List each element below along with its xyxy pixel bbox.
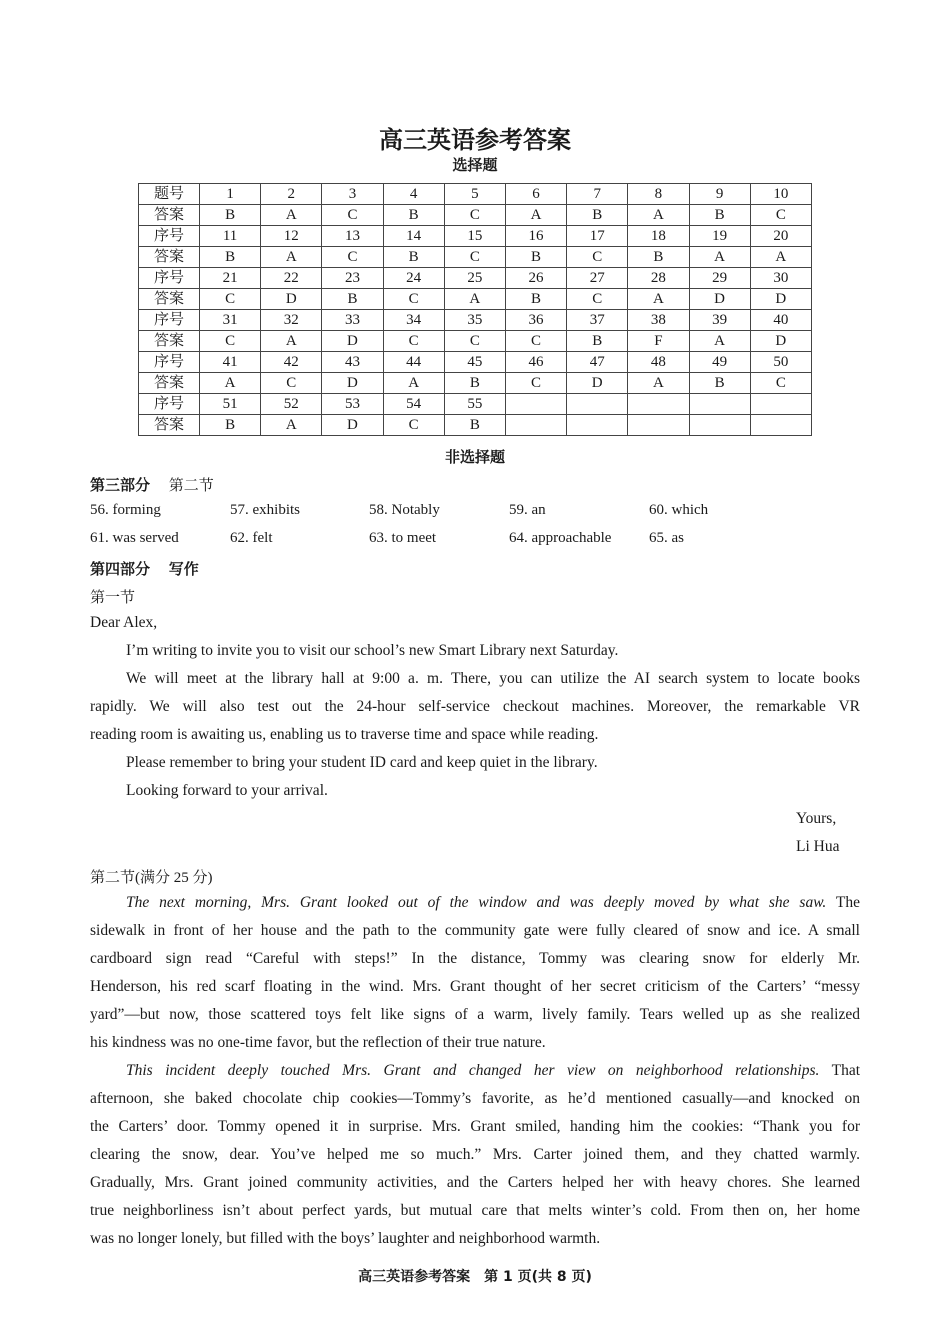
answer-table-row bbox=[139, 289, 812, 310]
answer-table-cell bbox=[628, 415, 689, 436]
answer-table-cell: 19 bbox=[689, 226, 750, 247]
answer-table-row-label: 序号 bbox=[139, 310, 200, 331]
answer-table-cell: 43 bbox=[322, 352, 383, 373]
answer-table-cell bbox=[750, 415, 811, 436]
answer-table-row-label: 答案 bbox=[139, 205, 200, 226]
answer-table-cell: 52 bbox=[261, 394, 322, 415]
story-line bbox=[126, 1062, 860, 1080]
letter-greeting: Dear Alex, bbox=[90, 614, 158, 631]
answer-table-cell: B bbox=[505, 289, 566, 310]
answer-table-cell: A bbox=[628, 205, 689, 226]
answer-table-cell: B bbox=[567, 205, 628, 226]
answer-table-cell: 51 bbox=[200, 394, 261, 415]
answer-table-cell: 33 bbox=[322, 310, 383, 331]
answer-table-cell: 44 bbox=[383, 352, 444, 373]
story-text: The bbox=[826, 894, 860, 911]
letter-line: We will meet at the library hall at 9:00 a. m. There, you can utilize the AI search system to locate books bbox=[126, 670, 860, 687]
answer-table-row bbox=[139, 247, 812, 268]
answer-table-cell: 8 bbox=[628, 184, 689, 205]
answer-table-cell: 37 bbox=[567, 310, 628, 331]
answer-table-cell: 54 bbox=[383, 394, 444, 415]
answer-table-cell: 3 bbox=[322, 184, 383, 205]
answer-table-row-label: 答案 bbox=[139, 415, 200, 436]
answer-table-cell: C bbox=[567, 289, 628, 310]
answer-table-cell: A bbox=[200, 373, 261, 394]
answer-table-cell: 9 bbox=[689, 184, 750, 205]
answer-table-cell: 34 bbox=[383, 310, 444, 331]
answer-table-cell: B bbox=[200, 415, 261, 436]
answer-table-cell: 48 bbox=[628, 352, 689, 373]
answer-table-cell: C bbox=[200, 331, 261, 352]
page-title: 高三英语参考答案 bbox=[379, 128, 571, 154]
answer-table-cell: 41 bbox=[200, 352, 261, 373]
story-opening-sentence: The next morning, Mrs. Grant looked out of the window and was deeply moved by what she saw. bbox=[126, 894, 827, 911]
answer-item: 63. to meet bbox=[369, 530, 437, 546]
answer-table-cell: 26 bbox=[505, 268, 566, 289]
part3-subtitle: 第二节 bbox=[168, 478, 214, 494]
answer-table-cell: 30 bbox=[750, 268, 811, 289]
answer-table-cell: A bbox=[505, 205, 566, 226]
answer-table-cell: 23 bbox=[322, 268, 383, 289]
story-line: Gradually, Mrs. Grant joined community activities, and the Carters helped her with heavy chores. She learned bbox=[90, 1174, 860, 1191]
story-line: cardboard sign read “Careful with steps!” In the distance, Tommy was clearing snow for elderly Mr. bbox=[90, 950, 860, 967]
answer-table-cell: 12 bbox=[261, 226, 322, 247]
answer-table-cell: F bbox=[628, 331, 689, 352]
answer-table-cell: 1 bbox=[200, 184, 261, 205]
answer-table-cell: D bbox=[261, 289, 322, 310]
story-line: the Carters’ door. Tommy opened it in surprise. Mrs. Grant smiled, handing him the cookies: “Thank you for bbox=[90, 1118, 860, 1135]
answer-table-row-label: 序号 bbox=[139, 394, 200, 415]
answer-table-cell bbox=[750, 394, 811, 415]
answer-table-cell: C bbox=[322, 205, 383, 226]
story-line: true neighborliness isn’t about perfect yards, but mutual care that melts winter’s cold. From then on, her home bbox=[90, 1202, 860, 1219]
answer-table-cell: D bbox=[322, 373, 383, 394]
answer-table-cell bbox=[689, 394, 750, 415]
answer-table-cell: D bbox=[322, 331, 383, 352]
answer-table-cell: A bbox=[444, 289, 505, 310]
story-line bbox=[126, 894, 860, 912]
story-line: his kindness was no one-time favor, but the reflection of their true nature. bbox=[90, 1034, 546, 1051]
part3-answers-row-1 bbox=[90, 502, 870, 524]
answer-table-cell: 35 bbox=[444, 310, 505, 331]
answer-table-cell: B bbox=[689, 373, 750, 394]
answer-table-cell: 55 bbox=[444, 394, 505, 415]
answer-table-row bbox=[139, 205, 812, 226]
story-line: was no longer lonely, but filled with the boys’ laughter and neighborhood warmth. bbox=[90, 1230, 601, 1247]
answer-item: 65. as bbox=[649, 530, 684, 546]
answer-table-cell: B bbox=[444, 373, 505, 394]
story-line: clearing the snow, dear. You’ve helped me so much.” Mrs. Carter joined them, and they chatted warmly. bbox=[90, 1146, 860, 1163]
answer-table-row bbox=[139, 331, 812, 352]
answer-table-cell: 28 bbox=[628, 268, 689, 289]
answer-table bbox=[138, 183, 812, 436]
answer-table-cell: 45 bbox=[444, 352, 505, 373]
letter-closing: Yours, bbox=[796, 810, 837, 827]
answer-table-cell: B bbox=[200, 205, 261, 226]
answer-table-cell: 14 bbox=[383, 226, 444, 247]
part4-title: 第四部分 bbox=[90, 560, 151, 578]
answer-table-cell: 5 bbox=[444, 184, 505, 205]
answer-item: 62. felt bbox=[230, 530, 273, 546]
answer-item: 64. approachable bbox=[509, 530, 612, 546]
answer-table-row bbox=[139, 226, 812, 247]
answer-table-cell: 20 bbox=[750, 226, 811, 247]
answer-table-cell: A bbox=[383, 373, 444, 394]
part3-heading bbox=[90, 474, 214, 495]
answer-table-row bbox=[139, 415, 812, 436]
answer-item: 57. exhibits bbox=[230, 502, 300, 518]
choice-section-title: 选择题 bbox=[452, 156, 498, 174]
answer-item: 60. which bbox=[649, 502, 709, 518]
answer-table-cell bbox=[567, 394, 628, 415]
answer-table-cell: A bbox=[750, 247, 811, 268]
part3-answers-row-2 bbox=[90, 530, 870, 552]
answer-table-cell: 15 bbox=[444, 226, 505, 247]
story-opening-sentence: This incident deeply touched Mrs. Grant and changed her view on neighborhood relationships. bbox=[126, 1062, 820, 1079]
page-footer: 高三英语参考答案 第 1 页(共 8 页) bbox=[358, 1269, 592, 1285]
answer-table-cell: A bbox=[689, 331, 750, 352]
answer-table-cell: 16 bbox=[505, 226, 566, 247]
answer-table-cell: C bbox=[444, 247, 505, 268]
letter-paragraph: I’m writing to invite you to visit our school’s new Smart Library next Saturday. bbox=[126, 642, 619, 659]
part4-subtitle: 写作 bbox=[168, 560, 199, 578]
answer-table-cell: 31 bbox=[200, 310, 261, 331]
answer-table-row-label: 答案 bbox=[139, 289, 200, 310]
answer-table-row-label: 答案 bbox=[139, 373, 200, 394]
answer-table-cell: B bbox=[689, 205, 750, 226]
answer-table-cell: 49 bbox=[689, 352, 750, 373]
answer-table-row-label: 答案 bbox=[139, 331, 200, 352]
answer-table-cell: C bbox=[383, 415, 444, 436]
letter-line: reading room is awaiting us, enabling us to traverse time and space while reading. bbox=[90, 726, 599, 743]
answer-table-cell: A bbox=[689, 247, 750, 268]
answer-table-cell: C bbox=[383, 331, 444, 352]
answer-item: 59. an bbox=[509, 502, 546, 518]
answer-table-cell: 36 bbox=[505, 310, 566, 331]
nonchoice-section-title: 非选择题 bbox=[444, 448, 505, 466]
answer-item: 56. forming bbox=[90, 502, 161, 518]
answer-table-cell: 21 bbox=[200, 268, 261, 289]
answer-table-cell: C bbox=[383, 289, 444, 310]
answer-table-row bbox=[139, 352, 812, 373]
answer-table-cell bbox=[505, 415, 566, 436]
answer-table-cell: C bbox=[750, 205, 811, 226]
answer-table-cell: A bbox=[261, 205, 322, 226]
answer-table-cell: 13 bbox=[322, 226, 383, 247]
part4-heading bbox=[90, 558, 199, 579]
part4-section1-title: 第一节 bbox=[90, 590, 136, 606]
answer-table-cell: 6 bbox=[505, 184, 566, 205]
letter-paragraph: Looking forward to your arrival. bbox=[126, 782, 328, 799]
answer-table-cell: 24 bbox=[383, 268, 444, 289]
answer-table-cell: 17 bbox=[567, 226, 628, 247]
answer-table-cell: 4 bbox=[383, 184, 444, 205]
answer-table-cell: A bbox=[261, 331, 322, 352]
answer-table-cell: 46 bbox=[505, 352, 566, 373]
answer-table-cell: D bbox=[689, 289, 750, 310]
answer-table-cell: 32 bbox=[261, 310, 322, 331]
answer-table-cell: A bbox=[628, 289, 689, 310]
part3-title: 第三部分 bbox=[90, 476, 151, 494]
answer-table-cell: D bbox=[322, 415, 383, 436]
answer-table-cell: 25 bbox=[444, 268, 505, 289]
answer-table-cell: B bbox=[567, 331, 628, 352]
answer-table-cell: 42 bbox=[261, 352, 322, 373]
answer-table-cell: C bbox=[261, 373, 322, 394]
answer-table-cell: 22 bbox=[261, 268, 322, 289]
answer-table-row-label: 序号 bbox=[139, 268, 200, 289]
answer-table-cell: B bbox=[322, 289, 383, 310]
answer-table-cell: 50 bbox=[750, 352, 811, 373]
answer-table-cell: B bbox=[505, 247, 566, 268]
answer-table-cell: 38 bbox=[628, 310, 689, 331]
answer-table-cell bbox=[505, 394, 566, 415]
answer-table-cell: A bbox=[261, 415, 322, 436]
answer-table-cell: 29 bbox=[689, 268, 750, 289]
answer-table-cell: 18 bbox=[628, 226, 689, 247]
answer-table-cell: 53 bbox=[322, 394, 383, 415]
answer-table-cell: B bbox=[628, 247, 689, 268]
answer-table-cell: 40 bbox=[750, 310, 811, 331]
answer-table-row-label: 答案 bbox=[139, 247, 200, 268]
answer-table-cell bbox=[689, 415, 750, 436]
letter-signature: Li Hua bbox=[796, 838, 840, 855]
answer-table-row bbox=[139, 394, 812, 415]
answer-table-cell: 39 bbox=[689, 310, 750, 331]
part4-section2-title: 第二节(满分 25 分) bbox=[90, 870, 213, 886]
answer-table-cell: A bbox=[261, 247, 322, 268]
letter-line: rapidly. We will also test out the 24-hour self-service checkout machines. Moreover, the remarkable VR bbox=[90, 698, 860, 715]
answer-table-cell: 2 bbox=[261, 184, 322, 205]
answer-table-cell bbox=[628, 394, 689, 415]
story-text: That bbox=[819, 1062, 861, 1079]
answer-table-cell: A bbox=[628, 373, 689, 394]
answer-table-cell: 11 bbox=[200, 226, 261, 247]
answer-table-cell: C bbox=[444, 205, 505, 226]
answer-table-cell bbox=[567, 415, 628, 436]
answer-table-row bbox=[139, 184, 812, 205]
answer-table-cell: D bbox=[750, 331, 811, 352]
answer-table-cell: C bbox=[505, 331, 566, 352]
answer-table-cell: C bbox=[444, 331, 505, 352]
letter-paragraph: Please remember to bring your student ID card and keep quiet in the library. bbox=[126, 754, 598, 771]
answer-table-cell: C bbox=[750, 373, 811, 394]
answer-table-row bbox=[139, 373, 812, 394]
story-line: yard”—but now, those scattered toys felt like signs of a warm, lively family. Tears welled up as she realized bbox=[90, 1006, 860, 1023]
answer-table-cell: B bbox=[383, 205, 444, 226]
answer-table-cell: 47 bbox=[567, 352, 628, 373]
answer-table-cell: B bbox=[200, 247, 261, 268]
answer-table-cell: 27 bbox=[567, 268, 628, 289]
answer-table-row bbox=[139, 310, 812, 331]
answer-table-cell: 7 bbox=[567, 184, 628, 205]
answer-item: 61. was served bbox=[90, 530, 179, 546]
answer-table-row-label: 序号 bbox=[139, 226, 200, 247]
answer-table-cell: B bbox=[444, 415, 505, 436]
answer-table-cell: 10 bbox=[750, 184, 811, 205]
answer-table-cell: C bbox=[322, 247, 383, 268]
answer-table-row-label: 题号 bbox=[139, 184, 200, 205]
story-line: Henderson, his red scarf floating in the wind. Mrs. Grant thought of her secret criticism of the Carters’ “messy bbox=[90, 978, 860, 995]
answer-table-cell: C bbox=[200, 289, 261, 310]
answer-table-cell: D bbox=[567, 373, 628, 394]
answer-table-cell: B bbox=[383, 247, 444, 268]
answer-item: 58. Notably bbox=[369, 502, 440, 518]
story-line: afternoon, she baked chocolate chip cookies—Tommy’s favorite, as he’d mentioned casually—and knocked on bbox=[90, 1090, 860, 1107]
story-line: sidewalk in front of her house and the path to the community gate were fully cleared of snow and ice. A small bbox=[90, 922, 860, 939]
answer-table-row-label: 序号 bbox=[139, 352, 200, 373]
answer-table-row bbox=[139, 268, 812, 289]
answer-table-cell: D bbox=[750, 289, 811, 310]
answer-table-cell: C bbox=[567, 247, 628, 268]
answer-table-cell: C bbox=[505, 373, 566, 394]
